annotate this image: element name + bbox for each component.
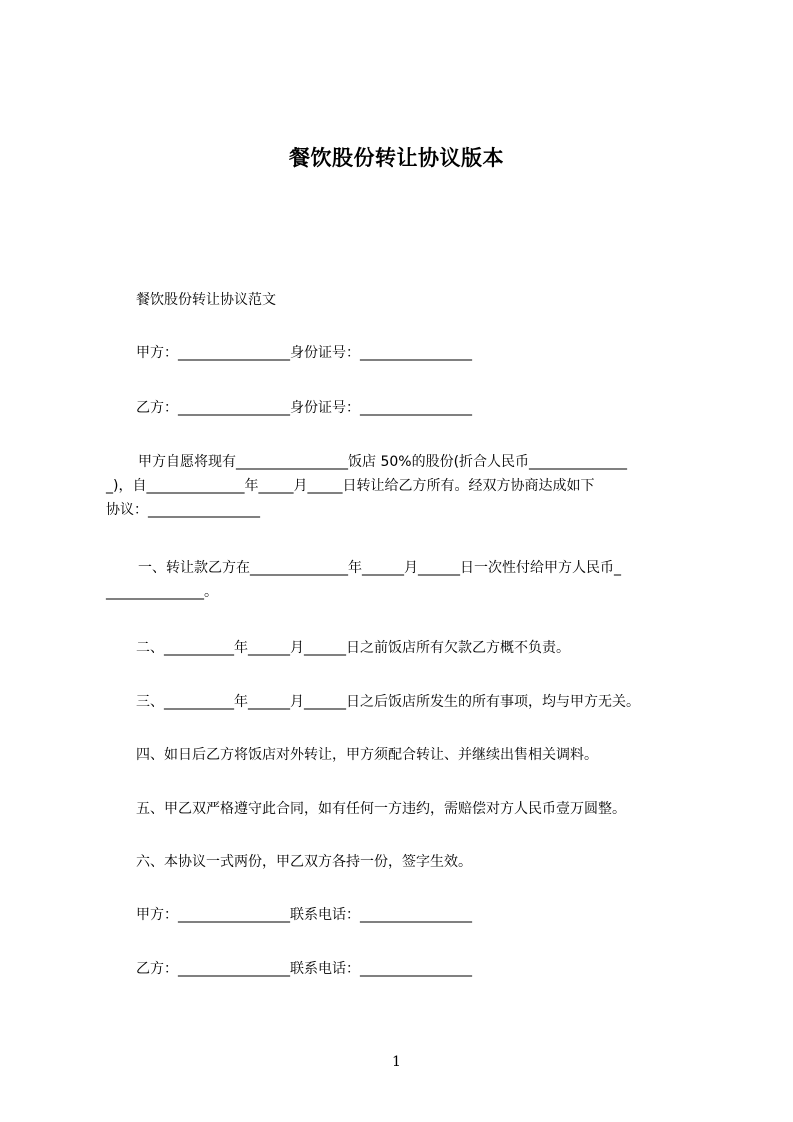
preamble-line-3: 协议：________________ [106, 502, 260, 518]
clause-1 [106, 556, 706, 604]
signature-party-a: 甲方：________________联系电话：________________ [136, 907, 472, 923]
clause-3: 三、__________年______月______日之后饭店所发生的所有事项，均与甲方无关。 [136, 694, 640, 710]
document-subtitle: 餐饮股份转让协议范文 [136, 292, 276, 308]
clause-5: 五、甲乙双严格遵守此合同，如有任何一方违约，需赔偿对方人民币壹万圆整。 [136, 801, 626, 817]
document-title: 餐饮股份转让协议版本 [289, 146, 504, 170]
party-b-id-line: 乙方：________________身份证号：________________ [136, 400, 472, 416]
clause-2: 二、__________年______月______日之前饭店所有欠款乙方概不负责。 [136, 640, 570, 656]
signature-party-b: 乙方：________________联系电话：________________ [136, 961, 472, 977]
clause-1-line-2: ______________。 [106, 584, 218, 600]
party-a-id-line: 甲方：________________身份证号：________________ [136, 345, 472, 361]
preamble-line-2: _)，自______________年_____月_____日转让给乙方所有。经双方协商达成如下 [106, 478, 595, 494]
preamble-line-1: 甲方自愿将现有________________饭店 50%的股份(折合人民币______________ [138, 454, 628, 470]
clause-4: 四、如日后乙方将饭店对外转让，甲方须配合转让、并继续出售相关调料。 [136, 747, 598, 763]
clause-1-line-1: 一、转让款乙方在______________年______月______日一次性付给甲方人民币_ [138, 560, 621, 576]
preamble-paragraph [106, 450, 706, 522]
page-number: 1 [392, 1054, 401, 1070]
clause-6: 六、本协议一式两份，甲乙双方各持一份，签字生效。 [136, 854, 472, 870]
